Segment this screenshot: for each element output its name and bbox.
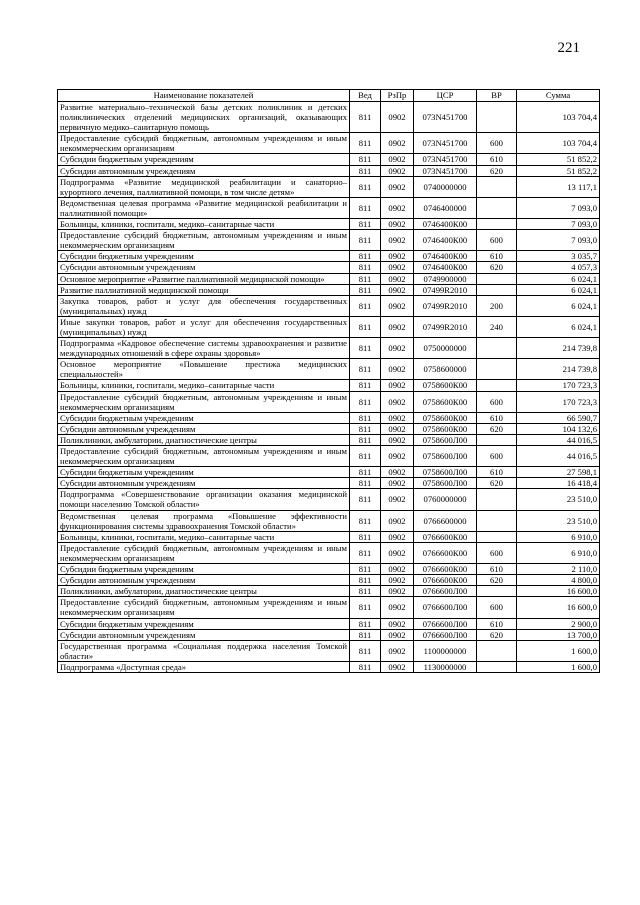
cell-rzpr: 0902 (381, 165, 414, 176)
cell-name: Подпрограмма «Доступная среда» (58, 661, 350, 672)
cell-csr: 0766600Л00 (414, 597, 477, 618)
cell-sum: 214 739,8 (517, 359, 600, 380)
table-row (58, 640, 600, 661)
cell-sum: 7 093,0 (517, 219, 600, 230)
cell-name: Больницы, клиники, госпитали, медико–санитарные части (58, 531, 350, 542)
cell-vr: 600 (477, 597, 517, 618)
cell-name: Поликлиники, амбулатории, диагностические центры (58, 586, 350, 597)
cell-rzpr: 0902 (381, 154, 414, 165)
cell-ved: 811 (350, 102, 381, 133)
cell-ved: 811 (350, 412, 381, 423)
cell-sum: 2 900,0 (517, 618, 600, 629)
cell-name: Субсидии бюджетным учреждениям (58, 618, 350, 629)
cell-ved: 811 (350, 230, 381, 251)
cell-csr: 0758600К00 (414, 380, 477, 391)
table-row (58, 531, 600, 542)
cell-rzpr: 0902 (381, 618, 414, 629)
cell-sum: 103 704,4 (517, 102, 600, 133)
cell-csr: 073N451700 (414, 102, 477, 133)
cell-sum: 7 093,0 (517, 197, 600, 218)
column-header-vr: ВР (477, 90, 517, 102)
cell-rzpr: 0902 (381, 262, 414, 273)
table-row (58, 510, 600, 531)
cell-sum: 6 910,0 (517, 531, 600, 542)
cell-rzpr: 0902 (381, 197, 414, 218)
cell-ved: 811 (350, 316, 381, 337)
cell-csr: 0746400000 (414, 197, 477, 218)
cell-csr: 0758600Л00 (414, 434, 477, 445)
cell-csr: 0746400К00 (414, 251, 477, 262)
cell-csr: 0766600К00 (414, 564, 477, 575)
cell-csr: 1100000000 (414, 640, 477, 661)
table-row (58, 251, 600, 262)
cell-vr: 610 (477, 564, 517, 575)
cell-ved: 811 (350, 575, 381, 586)
cell-csr: 0760000000 (414, 489, 477, 510)
cell-rzpr: 0902 (381, 542, 414, 563)
table-row (58, 542, 600, 563)
cell-vr (477, 489, 517, 510)
cell-ved: 811 (350, 640, 381, 661)
cell-sum: 104 132,6 (517, 423, 600, 434)
table-row (58, 316, 600, 337)
cell-rzpr: 0902 (381, 597, 414, 618)
cell-rzpr: 0902 (381, 359, 414, 380)
cell-name: Развитие материально–технической базы детских поликлиник и детских поликлинических отделений медицинских организаций, оказывающих первичную медико–санитарную помощь (58, 102, 350, 133)
cell-rzpr: 0902 (381, 176, 414, 197)
table-row (58, 412, 600, 423)
cell-rzpr: 0902 (381, 629, 414, 640)
table-row (58, 262, 600, 273)
cell-csr: 0766600К00 (414, 575, 477, 586)
cell-sum: 6 024,1 (517, 295, 600, 316)
cell-vr: 600 (477, 133, 517, 154)
table-row (58, 102, 600, 133)
cell-ved: 811 (350, 661, 381, 672)
cell-rzpr: 0902 (381, 102, 414, 133)
table-row (58, 489, 600, 510)
cell-name: Подпрограмма «Кадровое обеспечение системы здравоохранения и развитие международных отношений в сфере охраны здоровья» (58, 338, 350, 359)
cell-ved: 811 (350, 423, 381, 434)
table-row (58, 597, 600, 618)
cell-csr: 07499R2010 (414, 284, 477, 295)
page-number: 221 (557, 40, 580, 56)
column-header-ved: Вед (350, 90, 381, 102)
cell-name: Субсидии автономным учреждениям (58, 165, 350, 176)
cell-ved: 811 (350, 219, 381, 230)
cell-vr (477, 219, 517, 230)
column-header-sum: Сумма (517, 90, 600, 102)
cell-ved: 811 (350, 478, 381, 489)
cell-rzpr: 0902 (381, 338, 414, 359)
cell-vr: 620 (477, 262, 517, 273)
cell-name: Субсидии автономным учреждениям (58, 629, 350, 640)
table-row (58, 380, 600, 391)
cell-rzpr: 0902 (381, 316, 414, 337)
cell-sum: 103 704,4 (517, 133, 600, 154)
table-row (58, 467, 600, 478)
column-header-name: Наименование показателей (58, 90, 350, 102)
cell-vr: 600 (477, 446, 517, 467)
cell-vr: 610 (477, 154, 517, 165)
cell-sum: 4 057,3 (517, 262, 600, 273)
cell-ved: 811 (350, 165, 381, 176)
cell-vr: 600 (477, 542, 517, 563)
cell-csr: 0746400К00 (414, 230, 477, 251)
cell-rzpr: 0902 (381, 510, 414, 531)
cell-rzpr: 0902 (381, 661, 414, 672)
cell-sum: 7 093,0 (517, 230, 600, 251)
cell-rzpr: 0902 (381, 467, 414, 478)
cell-name: Субсидии автономным учреждениям (58, 478, 350, 489)
cell-name: Основное мероприятие «Повышение престижа медицинских специальностей» (58, 359, 350, 380)
cell-sum: 2 110,0 (517, 564, 600, 575)
table-row (58, 273, 600, 284)
cell-name: Субсидии автономным учреждениям (58, 262, 350, 273)
cell-sum: 44 016,5 (517, 446, 600, 467)
cell-csr: 0746400К00 (414, 219, 477, 230)
table-row (58, 434, 600, 445)
cell-name: Государственная программа «Социальная поддержка населения Томской области» (58, 640, 350, 661)
cell-ved: 811 (350, 564, 381, 575)
table-row (58, 197, 600, 218)
cell-name: Предоставление субсидий бюджетным, автономным учреждениям и иным некоммерческим организациям (58, 542, 350, 563)
cell-ved: 811 (350, 391, 381, 412)
cell-csr: 0758600Л00 (414, 467, 477, 478)
cell-csr: 0758600Л00 (414, 478, 477, 489)
cell-vr (477, 640, 517, 661)
cell-sum: 170 723,3 (517, 391, 600, 412)
cell-csr: 0758600К00 (414, 391, 477, 412)
table-body (58, 102, 600, 673)
cell-rzpr: 0902 (381, 230, 414, 251)
cell-ved: 811 (350, 618, 381, 629)
cell-sum: 51 852,2 (517, 165, 600, 176)
cell-sum: 13 117,1 (517, 176, 600, 197)
cell-ved: 811 (350, 597, 381, 618)
cell-sum: 13 700,0 (517, 629, 600, 640)
cell-name: Предоставление субсидий бюджетным, автономным учреждениям и иным некоммерческим организациям (58, 230, 350, 251)
cell-rzpr: 0902 (381, 564, 414, 575)
cell-csr: 0749900000 (414, 273, 477, 284)
cell-csr: 0766600Л00 (414, 618, 477, 629)
cell-ved: 811 (350, 380, 381, 391)
cell-ved: 811 (350, 359, 381, 380)
cell-csr: 07499R2010 (414, 316, 477, 337)
cell-ved: 811 (350, 531, 381, 542)
table-row (58, 478, 600, 489)
column-header-csr: ЦСР (414, 90, 477, 102)
cell-vr: 600 (477, 230, 517, 251)
cell-rzpr: 0902 (381, 391, 414, 412)
cell-csr: 0750000000 (414, 338, 477, 359)
cell-rzpr: 0902 (381, 380, 414, 391)
cell-ved: 811 (350, 629, 381, 640)
cell-rzpr: 0902 (381, 586, 414, 597)
table-row (58, 154, 600, 165)
cell-sum: 4 800,0 (517, 575, 600, 586)
cell-rzpr: 0902 (381, 531, 414, 542)
table-row (58, 446, 600, 467)
cell-name: Основное мероприятие «Развитие паллиативной медицинской помощи» (58, 273, 350, 284)
cell-csr: 073N451700 (414, 165, 477, 176)
cell-vr (477, 531, 517, 542)
cell-sum: 3 035,7 (517, 251, 600, 262)
cell-ved: 811 (350, 542, 381, 563)
cell-vr (477, 176, 517, 197)
cell-ved: 811 (350, 338, 381, 359)
cell-vr (477, 586, 517, 597)
table-row (58, 219, 600, 230)
cell-rzpr: 0902 (381, 251, 414, 262)
cell-name: Ведомственная целевая программа «Повышение эффективности функционирования системы здравоохранения Томской области» (58, 510, 350, 531)
cell-name: Развитие паллиативной медицинской помощи (58, 284, 350, 295)
cell-csr: 0766600К00 (414, 542, 477, 563)
cell-ved: 811 (350, 197, 381, 218)
cell-rzpr: 0902 (381, 284, 414, 295)
cell-name: Субсидии бюджетным учреждениям (58, 564, 350, 575)
cell-vr (477, 510, 517, 531)
cell-ved: 811 (350, 273, 381, 284)
cell-csr: 0758600000 (414, 359, 477, 380)
table-row (58, 391, 600, 412)
cell-sum: 66 590,7 (517, 412, 600, 423)
cell-vr: 610 (477, 618, 517, 629)
cell-sum: 16 600,0 (517, 586, 600, 597)
cell-name: Больницы, клиники, госпитали, медико–санитарные части (58, 219, 350, 230)
cell-vr: 620 (477, 478, 517, 489)
cell-csr: 0758600К00 (414, 423, 477, 434)
cell-vr (477, 434, 517, 445)
cell-ved: 811 (350, 446, 381, 467)
cell-sum: 16 600,0 (517, 597, 600, 618)
cell-vr (477, 102, 517, 133)
cell-csr: 073N451700 (414, 154, 477, 165)
cell-vr (477, 338, 517, 359)
cell-vr: 610 (477, 467, 517, 478)
cell-vr (477, 661, 517, 672)
cell-vr: 610 (477, 251, 517, 262)
table-row (58, 586, 600, 597)
cell-sum: 170 723,3 (517, 380, 600, 391)
cell-rzpr: 0902 (381, 423, 414, 434)
cell-vr (477, 284, 517, 295)
cell-ved: 811 (350, 176, 381, 197)
cell-name: Иные закупки товаров, работ и услуг для обеспечения государственных (муниципальных) нужд (58, 316, 350, 337)
cell-csr: 07499R2010 (414, 295, 477, 316)
cell-rzpr: 0902 (381, 434, 414, 445)
table-row (58, 284, 600, 295)
cell-ved: 811 (350, 434, 381, 445)
cell-rzpr: 0902 (381, 412, 414, 423)
cell-vr: 620 (477, 629, 517, 640)
cell-ved: 811 (350, 489, 381, 510)
cell-csr: 0766600К00 (414, 531, 477, 542)
cell-name: Субсидии бюджетным учреждениям (58, 412, 350, 423)
cell-ved: 811 (350, 295, 381, 316)
cell-name: Субсидии бюджетным учреждениям (58, 251, 350, 262)
cell-sum: 23 510,0 (517, 510, 600, 531)
cell-name: Субсидии бюджетным учреждениям (58, 467, 350, 478)
cell-vr: 610 (477, 412, 517, 423)
cell-sum: 1 600,0 (517, 661, 600, 672)
cell-csr: 0758600К00 (414, 412, 477, 423)
cell-ved: 811 (350, 154, 381, 165)
cell-name: Больницы, клиники, госпитали, медико–санитарные части (58, 380, 350, 391)
cell-sum: 6 024,1 (517, 273, 600, 284)
cell-sum: 23 510,0 (517, 489, 600, 510)
cell-sum: 16 418,4 (517, 478, 600, 489)
table-row (58, 359, 600, 380)
cell-sum: 214 739,8 (517, 338, 600, 359)
cell-name: Поликлиники, амбулатории, диагностические центры (58, 434, 350, 445)
cell-name: Субсидии бюджетным учреждениям (58, 154, 350, 165)
table-row (58, 230, 600, 251)
cell-csr: 0746400К00 (414, 262, 477, 273)
table-row (58, 423, 600, 434)
cell-rzpr: 0902 (381, 219, 414, 230)
cell-rzpr: 0902 (381, 478, 414, 489)
cell-csr: 0766600Л00 (414, 586, 477, 597)
cell-name: Предоставление субсидий бюджетным, автономным учреждениям и иным некоммерческим организациям (58, 133, 350, 154)
cell-csr: 0766600Л00 (414, 629, 477, 640)
cell-sum: 1 600,0 (517, 640, 600, 661)
cell-csr: 0740000000 (414, 176, 477, 197)
table-row (58, 133, 600, 154)
cell-sum: 51 852,2 (517, 154, 600, 165)
table-row (58, 176, 600, 197)
cell-ved: 811 (350, 284, 381, 295)
cell-sum: 44 016,5 (517, 434, 600, 445)
cell-rzpr: 0902 (381, 273, 414, 284)
cell-ved: 811 (350, 251, 381, 262)
table-row (58, 661, 600, 672)
cell-vr (477, 197, 517, 218)
cell-vr: 600 (477, 391, 517, 412)
cell-name: Закупка товаров, работ и услуг для обеспечения государственных (муниципальных) нужд (58, 295, 350, 316)
cell-ved: 811 (350, 586, 381, 597)
table-row (58, 165, 600, 176)
cell-ved: 811 (350, 133, 381, 154)
cell-name: Подпрограмма «Совершенствование организации оказания медицинской помощи населению Томской области» (58, 489, 350, 510)
cell-name: Субсидии автономным учреждениям (58, 423, 350, 434)
cell-rzpr: 0902 (381, 446, 414, 467)
cell-ved: 811 (350, 262, 381, 273)
table-row (58, 295, 600, 316)
cell-ved: 811 (350, 510, 381, 531)
cell-rzpr: 0902 (381, 133, 414, 154)
cell-rzpr: 0902 (381, 640, 414, 661)
cell-sum: 6 024,1 (517, 284, 600, 295)
cell-vr: 620 (477, 165, 517, 176)
cell-rzpr: 0902 (381, 575, 414, 586)
table-row (58, 618, 600, 629)
cell-vr (477, 380, 517, 391)
cell-name: Предоставление субсидий бюджетным, автономным учреждениям и иным некоммерческим организациям (58, 391, 350, 412)
cell-vr: 620 (477, 575, 517, 586)
cell-name: Ведомственная целевая программа «Развитие медицинской реабилитации и паллиативной помощи» (58, 197, 350, 218)
table-row (58, 629, 600, 640)
cell-vr (477, 359, 517, 380)
cell-csr: 073N451700 (414, 133, 477, 154)
cell-rzpr: 0902 (381, 295, 414, 316)
cell-rzpr: 0902 (381, 489, 414, 510)
cell-sum: 6 910,0 (517, 542, 600, 563)
cell-sum: 6 024,1 (517, 316, 600, 337)
table-row (58, 564, 600, 575)
cell-name: Предоставление субсидий бюджетным, автономным учреждениям и иным некоммерческим организациям (58, 446, 350, 467)
budget-table (57, 89, 600, 673)
cell-vr: 240 (477, 316, 517, 337)
column-header-rzpr: РзПр (381, 90, 414, 102)
cell-vr (477, 273, 517, 284)
cell-sum: 27 598,1 (517, 467, 600, 478)
cell-csr: 0766600000 (414, 510, 477, 531)
cell-csr: 0758600Л00 (414, 446, 477, 467)
cell-ved: 811 (350, 467, 381, 478)
table-row (58, 338, 600, 359)
cell-name: Предоставление субсидий бюджетным, автономным учреждениям и иным некоммерческим организациям (58, 597, 350, 618)
cell-csr: 1130000000 (414, 661, 477, 672)
cell-name: Субсидии автономным учреждениям (58, 575, 350, 586)
cell-vr: 620 (477, 423, 517, 434)
table-row (58, 575, 600, 586)
cell-vr: 200 (477, 295, 517, 316)
cell-name: Подпрограмма «Развитие медицинской реабилитации и санаторно–курортного лечения, паллиативной помощи, в том числе детям» (58, 176, 350, 197)
table-header-row (58, 90, 600, 102)
